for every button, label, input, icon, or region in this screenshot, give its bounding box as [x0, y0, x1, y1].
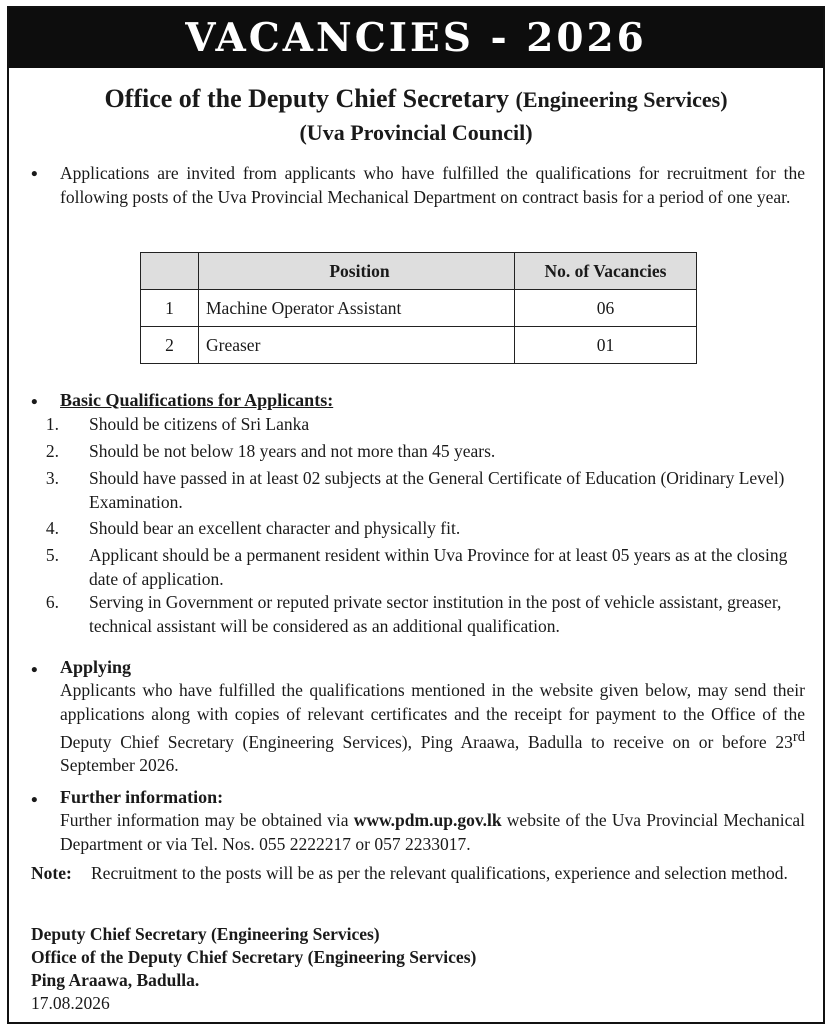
list-number: 5.: [45, 545, 59, 565]
list-text: Applicant should be a permanent resident within Uva Province for at least 05 years as at the closing date of application.: [89, 545, 788, 589]
office-title-sub: (Engineering Services): [515, 87, 728, 112]
vacancy-table: [140, 252, 697, 364]
list-number: 2.: [45, 441, 59, 461]
bullet-icon: •: [31, 790, 38, 811]
list-text: Should have passed in at least 02 subjects at the General Certificate of Education (Oridinary Level) Examination.: [89, 468, 785, 512]
row-vacancies: 06: [515, 290, 697, 327]
table-header-no: [141, 253, 199, 290]
office-title: [9, 84, 823, 114]
row-number: 2: [141, 327, 199, 364]
row-number: 1: [141, 290, 199, 327]
signature-title: Deputy Chief Secretary (Engineering Services): [31, 924, 380, 944]
qualifications-heading: Basic Qualifications for Applicants:: [60, 390, 334, 410]
row-vacancies: 01: [515, 327, 697, 364]
further-info-text: Further information may be obtained via: [60, 810, 354, 830]
list-text: Serving in Government or reputed private sector institution in the post of vehicle assistant, greaser, technical assistant will be considered as an additional qualification.: [89, 592, 782, 636]
list-text: Should be citizens of Sri Lanka: [89, 414, 310, 434]
banner-title: VACANCIES - 2026: [185, 15, 647, 61]
signature-address: Ping Araawa, Badulla.: [31, 970, 200, 990]
row-position: Machine Operator Assistant: [199, 290, 515, 327]
applying-paragraph: [60, 679, 805, 778]
list-number: 3.: [45, 468, 59, 488]
intro-paragraph: Applications are invited from applicants who have fulfilled the qualifications for recruitment for the following posts of the Uva Provincial Mechanical Department on contract basis for a period of one year.: [60, 163, 805, 207]
list-text: Should bear an excellent character and physically fit.: [89, 518, 461, 538]
bullet-icon: •: [31, 660, 38, 681]
advert-frame: [7, 6, 825, 1024]
note-text: Recruitment to the posts will be as per the relevant qualifications, experience and selection method.: [91, 863, 788, 883]
list-number: 6.: [45, 592, 59, 612]
applying-heading: Applying: [60, 657, 132, 677]
signature-office: Office of the Deputy Chief Secretary (Engineering Services): [31, 947, 477, 967]
applying-text-end: September 2026.: [60, 755, 179, 776]
list-number: 1.: [45, 414, 59, 434]
note-label: Note:: [31, 863, 72, 883]
council-name: (Uva Provincial Council): [299, 120, 533, 145]
applying-date-suffix: rd: [792, 729, 805, 745]
vacancies-banner: [9, 8, 823, 68]
table-header-row: [141, 253, 697, 290]
website-link[interactable]: www.pdm.up.gov.lk: [353, 810, 502, 830]
further-info-text-end: website of the Uva Provincial Mechanical Department or via Tel. Nos. 055 2222217 or 057 2233017.: [60, 810, 805, 854]
row-position: Greaser: [199, 327, 515, 364]
bullet-icon: •: [31, 164, 38, 185]
table-row: [141, 327, 697, 364]
list-text: Should be not below 18 years and not more than 45 years.: [89, 441, 496, 461]
table-header-vacancies: No. of Vacancies: [515, 253, 697, 290]
applying-text: Applicants who have fulfilled the qualifications mentioned in the website given below, may send their applications along with copies of relevant certificates and the receipt for payment to the Office of the Deputy Chief Secretary (Engineering Services), Ping Araawa, Badulla to receive on or before 23: [60, 680, 805, 752]
further-info-heading: Further information:: [60, 787, 224, 807]
bullet-icon: •: [31, 392, 38, 413]
list-number: 4.: [45, 518, 59, 538]
office-title-main: Office of the Deputy Chief Secretary: [104, 84, 510, 113]
further-info-paragraph: [60, 809, 805, 856]
notice-date: 17.08.2026: [31, 993, 110, 1013]
table-header-position: Position: [199, 253, 515, 290]
table-row: [141, 290, 697, 327]
